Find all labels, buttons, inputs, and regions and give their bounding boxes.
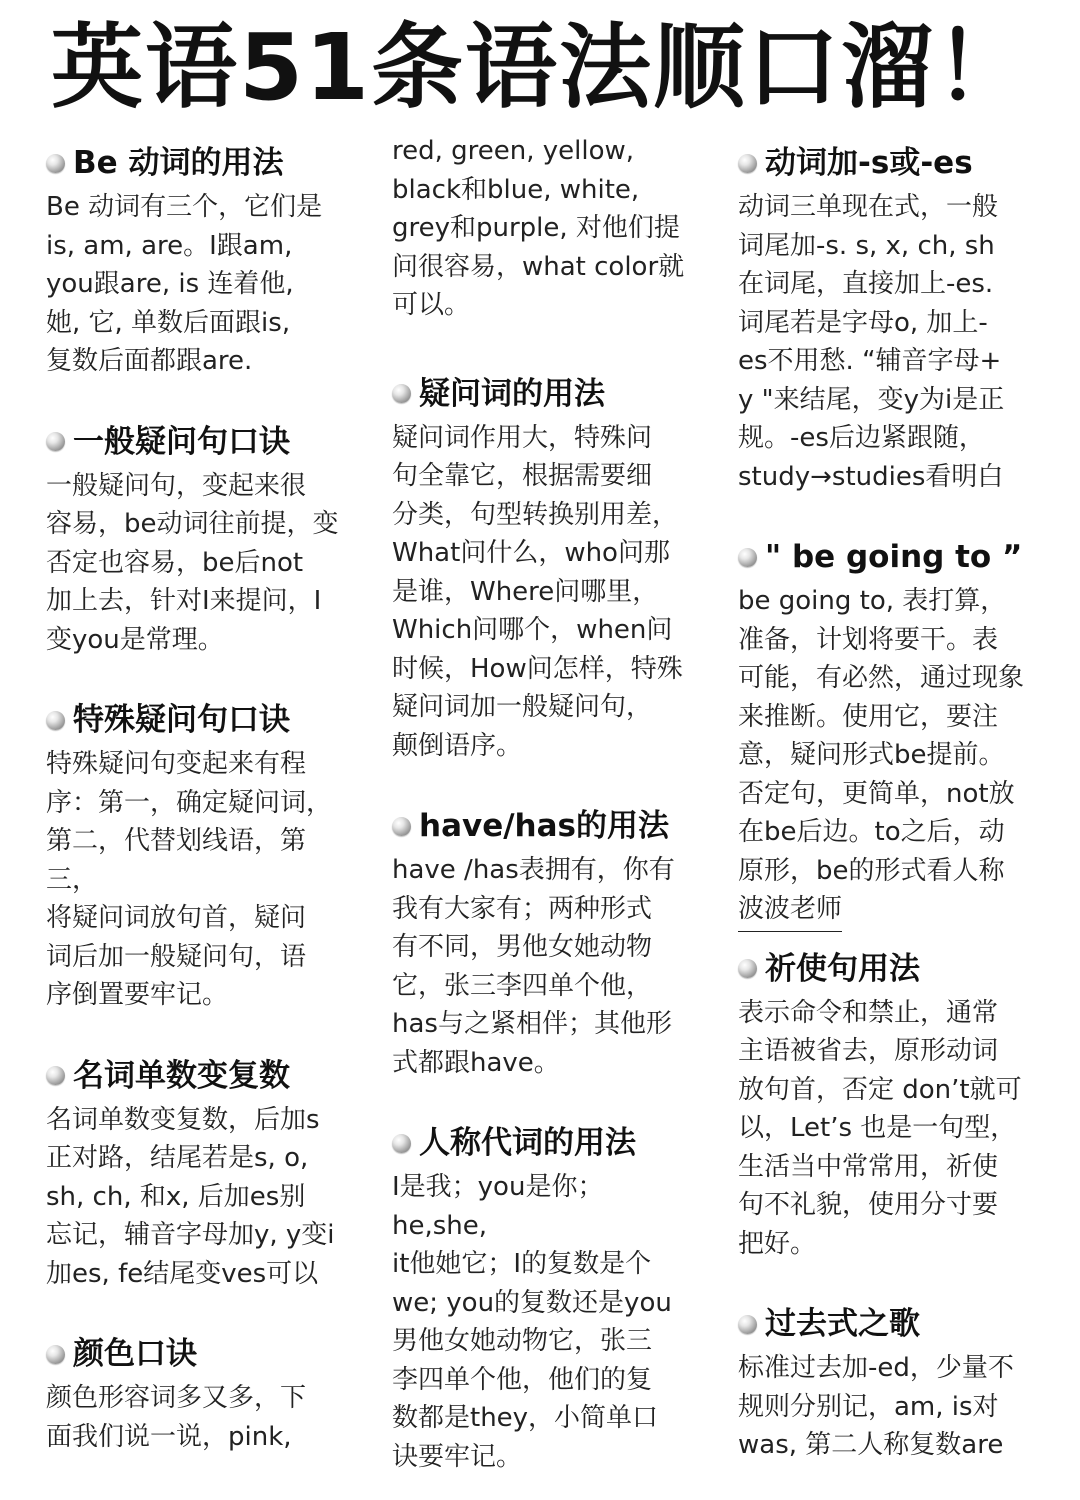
section-body: 表示命令和禁止，通常 主语被省去，原形动词 放句首，否定 don’t就可 以，Let’s 也是一句型， 生活当中常常用，祈使 句不礼貌，使用分寸要 把好。 [738,997,1022,1259]
section-special-question [46,695,346,1015]
section-heading-text: 动词加-s或-es [765,145,973,181]
column-1 [46,132,346,1480]
section-question-words [392,369,692,766]
section-body: have /has表拥有，你有 我有大家有；两种形式 有不同，男他女她动物 它，张三李四单个他， has与之紧相伴；其他形 式都跟have。 [392,855,675,1078]
bullet-icon [738,548,757,567]
bullet-icon [46,711,65,730]
section-heading-text: 祈使句用法 [765,950,920,987]
section-body: 颜色形容词多又多，下 面我们说一说，pink, [46,1383,307,1452]
author-signature: 波波老师 [738,890,842,932]
section-heading [738,138,1038,188]
section-colors [46,1329,346,1456]
section-heading [46,1329,346,1379]
section-body: 一般疑问句，变起来很 容易，be动词往前提，变 否定也容易，be后not 加上去，针对I来提问，I 变you是常理。 [46,470,339,655]
section-heading [46,138,346,188]
section-heading-text: 颜色口诀 [73,1336,197,1372]
section-heading-text: " be going to ” [765,539,1023,575]
bullet-icon [46,1345,65,1364]
section-heading [46,417,346,467]
section-heading-text: 一般疑问句口诀 [73,423,290,460]
section-body: be going to, 表打算， 准备，计划将要干。表 可能，有必然，通过现象 来推断。使用它，要注 意，疑问形式be提前。 否定句，更简单，not放 在be后边。to之后，动 原形，be的形式看人称 [738,586,1025,886]
section-body: 动词三单现在式，一般 词尾加-s. s, x, ch, sh 在词尾，直接加上-es. 词尾若是字母o, 加上- es不用愁. “辅音字母+ y "来结尾，变y为i是正 规。-es后边紧跟随， study→studies看明白 [738,192,1005,492]
section-heading [46,1051,346,1101]
bullet-icon [46,1066,65,1085]
section-heading-text: 名词单数变复数 [73,1057,290,1094]
section-heading-text: 特殊疑问句口诀 [73,702,290,738]
section-heading [738,532,1038,582]
section-heading-text: 疑问词的用法 [419,375,605,412]
section-body: 名词单数变复数，后加s 正对路，结尾若是s, o, sh, ch, 和x, 后加es别 忘记，辅音字母加y, y变i 加es, fe结尾变ves可以 [46,1104,335,1289]
section-be-going-to [738,532,1038,938]
section-body: 特殊疑问句变起来有程 序：第一，确定疑问词， 第二，代替划线语，第三， 将疑问词放句首，疑问 词后加一般疑问句，语 序倒置要牢记。 [46,749,333,1010]
section-verb-s-es [738,138,1038,496]
bullet-icon [738,959,757,978]
section-heading [392,1118,692,1168]
section-body: 标准过去加-ed，少量不 规则分别记，am, is对 was, 第二人称复数are [738,1353,1014,1460]
section-general-question [46,417,346,660]
bullet-icon [392,1134,411,1153]
section-body: Be 动词有三个，它们是 is, am, are。I跟am, you跟are, is 连着他, 她, 它, 单数后面跟is, 复数后面都跟are. [46,192,323,376]
section-be-verb [46,138,346,381]
section-heading [392,801,692,851]
section-heading [46,695,346,745]
section-noun-plural [46,1051,346,1294]
bullet-icon [738,154,757,173]
section-heading [738,1299,1038,1349]
section-heading-text: 人称代词的用法 [419,1125,636,1161]
section-have-has [392,801,692,1082]
section-body: 疑问词作用大，特殊问 句全靠它，根据需要细 分类，句型转换别用差， What问什么，who问那 是谁，Where问哪里， Which问哪个，when问 时候，How问怎样，特殊 疑问词加一般疑问句， 颠倒语序。 [392,422,683,761]
section-imperative [738,944,1038,1264]
section-heading-text: Be 动词的用法 [73,145,284,181]
bullet-icon [738,1315,757,1334]
section-body: I是我；you是你；he,she, it他她它；I的复数是个 we; you的复数还是you 男他女她动物它，张三 李四单个他，他们的复 数都是they，小简单口 诀要牢记。 [392,1172,672,1472]
column-2 [392,132,692,1500]
section-personal-pronouns [392,1118,692,1476]
section-heading-text: 过去式之歌 [765,1306,920,1342]
section-heading [738,944,1038,994]
bullet-icon [392,817,411,836]
bullet-icon [46,432,65,451]
section-heading-text: have/has的用法 [419,808,669,844]
colors-continued-text: red, green, yellow, black和blue, white, grey和purple, 对他们提 问很容易，what color就 可以。 [392,136,685,320]
page-title: 英语51条语法顺口溜！ [50,14,1030,121]
bullet-icon [46,154,65,173]
section-heading [392,369,692,419]
bullet-icon [392,384,411,403]
column-3 [738,132,1038,1489]
